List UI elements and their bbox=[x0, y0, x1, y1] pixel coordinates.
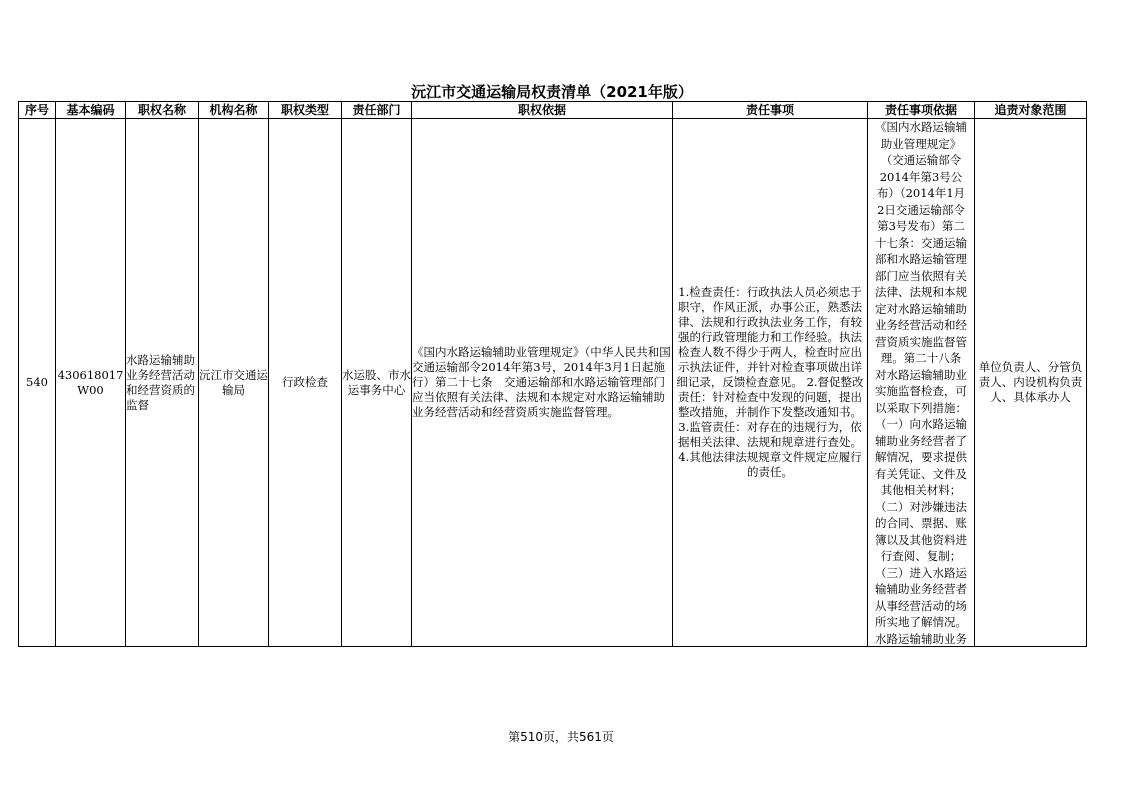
responsibility-table bbox=[18, 101, 1087, 647]
basis-line: 布）（2014年1月 bbox=[876, 186, 966, 200]
basis-line: （交通运输部令 bbox=[880, 153, 962, 167]
basis-line: 行查阅、复制； bbox=[880, 549, 962, 563]
cell-power-type: 行政检查 bbox=[269, 119, 342, 647]
basis-line: 辅助业务经营者了 bbox=[875, 433, 967, 448]
page-number: 第510页，共561页 bbox=[508, 730, 614, 744]
basis-line: 法律、法规和本规 bbox=[875, 285, 967, 299]
basis-line: 《国内水路运输辅 bbox=[875, 120, 967, 134]
basis-line: （一）向水路运输 bbox=[875, 417, 967, 431]
cell-code: 430618017W00 bbox=[56, 119, 126, 647]
cell-department: 水运股、市水运事务中心 bbox=[342, 119, 412, 647]
cell-legal-basis: 《国内水路运输辅助业管理规定》（中华人民共和国交通运输部令2014年第3号，2014年3月1日起施行）第二十七条 交通运输部和水路运输管理部门应当依照有关法律、法规和本规定对水路运输辅助业务经营活动和经营资质实施监督管理。 bbox=[412, 119, 673, 647]
header-seq: 序号 bbox=[19, 102, 56, 119]
basis-line: 的合同、票据、账 bbox=[875, 516, 967, 530]
header-power-name: 职权名称 bbox=[126, 102, 199, 119]
cell-accountability-scope: 单位负责人、分管负责人、内设机构负责人、具体承办人 bbox=[975, 119, 1087, 647]
basis-line: 簿以及其他资料进 bbox=[875, 532, 967, 547]
cell-power-name: 水路运输辅助业务经营活动和经营资质的监督 bbox=[126, 119, 199, 647]
basis-line: 以采取下列措施： bbox=[875, 400, 967, 415]
basis-line: 营资质实施监督管 bbox=[875, 334, 967, 349]
basis-line: 业务经营活动和经 bbox=[875, 318, 967, 332]
cell-seq: 540 bbox=[19, 119, 56, 647]
basis-line: 对水路运输辅助业 bbox=[875, 367, 967, 382]
basis-line: 实施监督检查，可 bbox=[875, 384, 967, 398]
basis-line: 2014年第3号公 bbox=[879, 169, 963, 184]
basis-line: 2日交通运输部令 bbox=[877, 202, 965, 217]
basis-line: 从事经营活动的场 bbox=[875, 598, 967, 613]
document-title: 沅江市交通运输局权责清单（2021年版） bbox=[411, 83, 693, 101]
basis-line: 十七条：交通运输 bbox=[875, 235, 967, 250]
cell-agency: 沅江市交通运输局 bbox=[199, 119, 269, 647]
header-legal-basis: 职权依据 bbox=[412, 102, 673, 119]
basis-line: 部和水路运输管理 bbox=[875, 252, 967, 266]
header-code: 基本编码 bbox=[56, 102, 126, 119]
header-accountability-scope: 追责对象范围 bbox=[975, 102, 1087, 119]
basis-line: 有关凭证、文件及 bbox=[875, 466, 967, 481]
basis-line: 其他相关材料； bbox=[880, 483, 962, 497]
table-header-row bbox=[19, 102, 1087, 119]
header-agency: 机构名称 bbox=[199, 102, 269, 119]
responsibility-basis-text bbox=[868, 119, 974, 646]
basis-line: 水路运输辅助业务 bbox=[875, 631, 967, 646]
basis-line: 解情况，要求提供 bbox=[875, 450, 967, 464]
header-responsibilities: 责任事项 bbox=[673, 102, 868, 119]
basis-line: 输辅助业务经营者 bbox=[875, 582, 967, 596]
basis-line: 定对水路运输辅助 bbox=[875, 301, 967, 316]
table-row bbox=[19, 119, 1087, 647]
basis-line: 所实地了解情况。 bbox=[875, 615, 967, 629]
basis-line: 部门应当依照有关 bbox=[875, 268, 967, 283]
basis-line: 理。第二十八条 bbox=[880, 351, 962, 365]
basis-line: （二）对涉嫌违法 bbox=[875, 499, 967, 514]
cell-responsibility-basis bbox=[868, 119, 975, 647]
basis-line: 助业管理规定》 bbox=[880, 136, 962, 151]
basis-line: （三）进入水路运 bbox=[875, 565, 967, 580]
header-department: 责任部门 bbox=[342, 102, 412, 119]
header-power-type: 职权类型 bbox=[269, 102, 342, 119]
cell-responsibilities: 1.检查责任：行政执法人员必须忠于职守，作风正派，办事公正，熟悉法律、法规和行政执法业务工作，有较强的行政管理能力和工作经验。执法检查人数不得少于两人，检查时应出示执法证件，并针对检查事项做出详细记录，反馈检查意见。 2.督促整改责任：针对检查中发现的问题，提出整改措施，并制作下发整改通知书。 3.监管责任：对存在的违规行为，依据相关法律、法规和规章进行查处。 4.其他法律法规规章文件规定应履行的责任。 bbox=[673, 119, 868, 647]
basis-line: 第3号发布）第二 bbox=[877, 219, 965, 233]
header-responsibility-basis: 责任事项依据 bbox=[868, 102, 975, 119]
